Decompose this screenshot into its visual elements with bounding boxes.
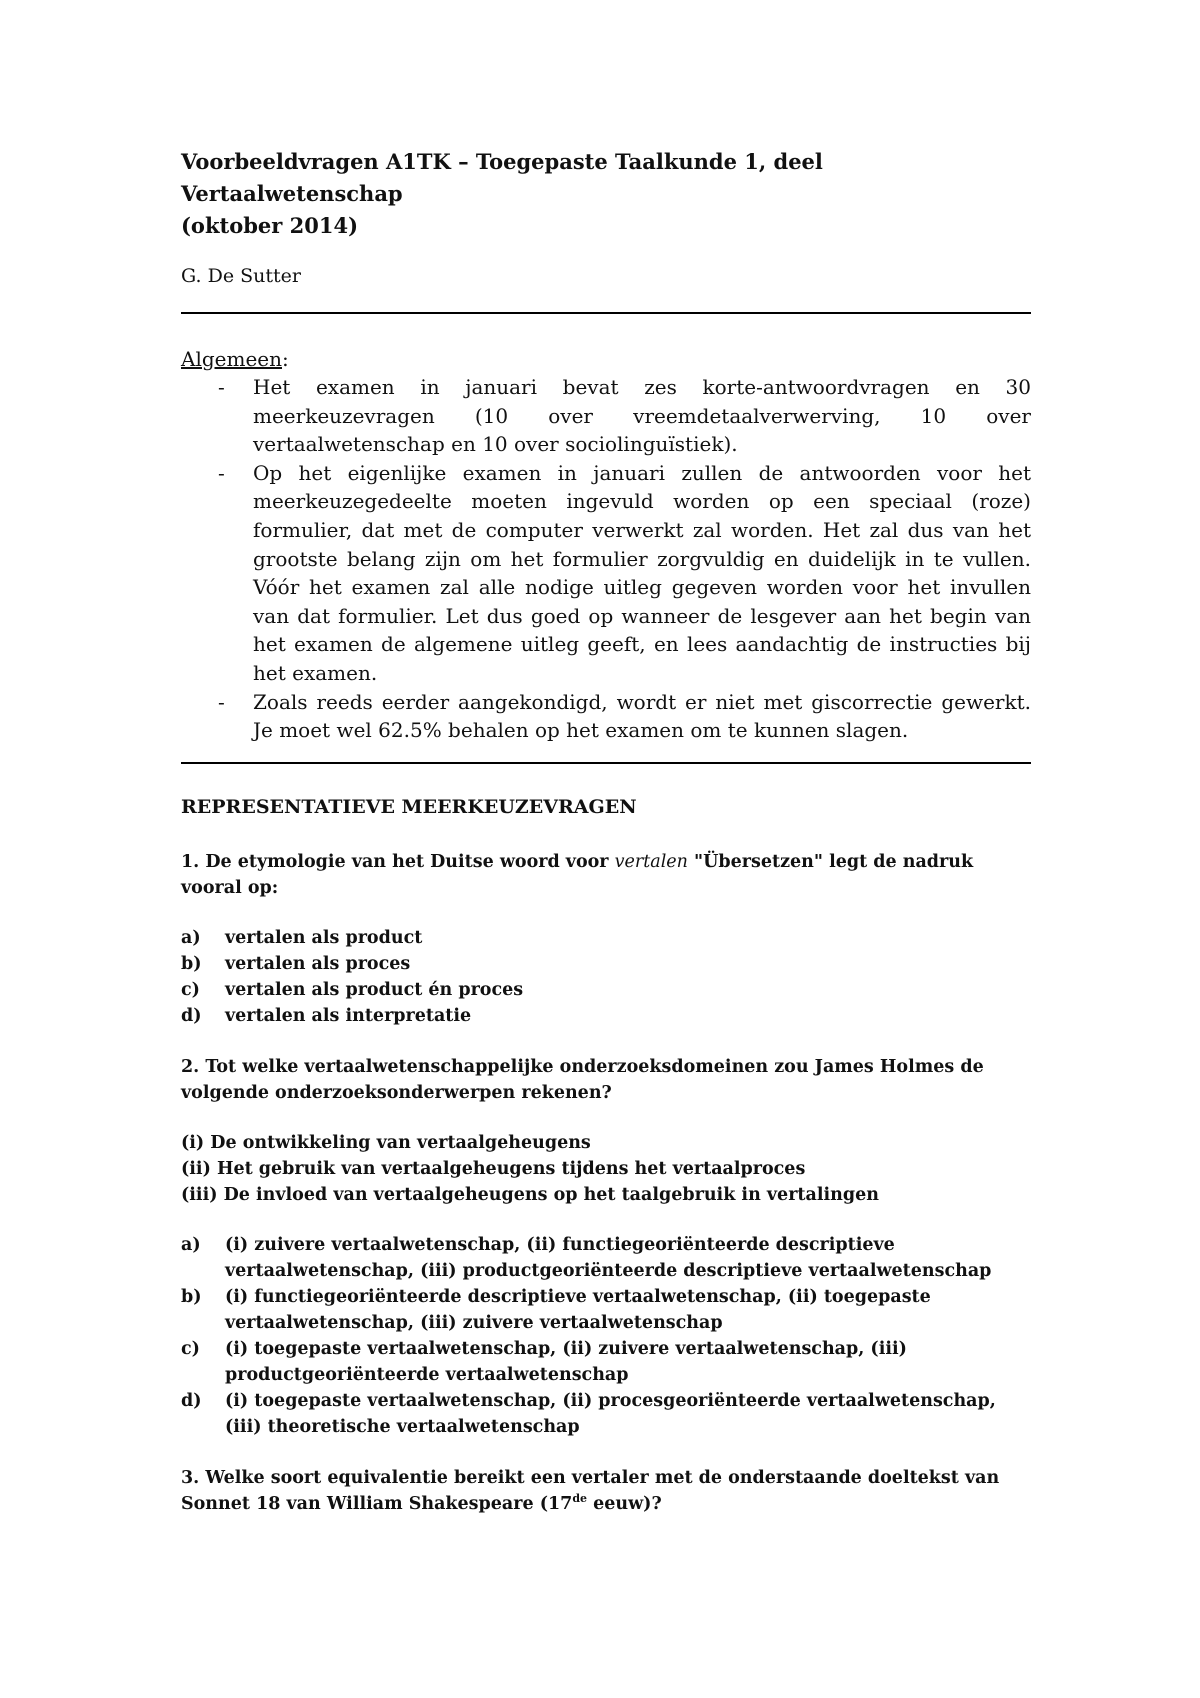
option-label: a)	[181, 927, 201, 948]
question-3-superscript: de	[572, 1491, 588, 1505]
option-label: d)	[181, 1005, 202, 1026]
question-1	[181, 849, 1031, 901]
option-item	[181, 977, 1031, 1003]
general-heading	[181, 345, 1031, 373]
title-line-1: Voorbeeldvragen A1TK – Toegepaste Taalkunde 1, deel Vertaalwetenschap	[181, 149, 823, 206]
general-heading-text: Algemeen	[181, 347, 282, 371]
option-label: c)	[181, 979, 200, 1000]
question-3	[181, 1465, 1031, 1517]
divider-bottom	[181, 762, 1031, 764]
option-text: (i) toegepaste vertaalwetenschap, (ii) procesgeoriënteerde vertaalwetenschap, (iii) theoretische vertaalwetenschap	[225, 1390, 996, 1437]
option-text: (i) zuivere vertaalwetenschap, (ii) functiegeoriënteerde descriptieve vertaalwetenschap, (iii) productgeoriënteerde descriptieve vertaalwetenschap	[225, 1234, 992, 1281]
question-1-options	[181, 925, 1031, 1029]
document-title	[181, 146, 1031, 242]
option-label: a)	[181, 1234, 201, 1255]
general-heading-colon: :	[282, 347, 289, 371]
option-label: b)	[181, 1286, 202, 1307]
question-2-options	[181, 1232, 1031, 1440]
option-label: c)	[181, 1338, 200, 1359]
question-2: 2. Tot welke vertaalwetenschappelijke onderzoeksdomeinen zou James Holmes de volgende onderzoeksonderwerpen rekenen?	[181, 1056, 984, 1103]
bullet-item	[181, 459, 1031, 688]
bullet-text: Het examen in januari bevat zes korte-antwoordvragen en 30 meerkeuzevragen (10 over vreemdetaalverwerving, 10 over vertaalwetenschap en 10 over sociolinguïstiek).	[253, 375, 1031, 457]
question-1-italic: vertalen	[614, 851, 688, 872]
dash-icon: -	[218, 375, 225, 399]
research-item: (i) De ontwikkeling van vertaalgeheugens	[181, 1132, 591, 1153]
author: G. De Sutter	[181, 265, 301, 287]
general-bullet-list	[181, 373, 1031, 745]
option-item	[181, 1232, 1031, 1284]
section-heading: REPRESENTATIEVE MEERKEUZEVRAGEN	[181, 795, 637, 818]
question-1-suffix: "Übersetzen" legt de nadruk vooral op:	[181, 851, 974, 898]
option-item	[181, 1003, 1031, 1029]
divider-top	[181, 312, 1031, 314]
question-2-items	[181, 1130, 1031, 1208]
bullet-text: Zoals reeds eerder aangekondigd, wordt er niet met giscorrectie gewerkt. Je moet wel 62.5% behalen op het examen om te kunnen slagen.	[253, 689, 1031, 743]
option-item	[181, 1336, 1031, 1388]
option-label: d)	[181, 1390, 202, 1411]
option-text: vertalen als interpretatie	[225, 1005, 472, 1026]
bullet-item	[181, 373, 1031, 459]
bullet-text: Op het eigenlijke examen in januari zullen de antwoorden voor het meerkeuzegedeelte moeten ingevuld worden op een speciaal (roze) formulier, dat met de computer verwerkt zal worden. Het zal dus van het grootste belang zijn om het formulier zorgvuldig en duidelijk in te vullen. Vóór het examen zal alle nodige uitleg gegeven worden voor het invullen van dat formulier. Let dus goed op wanneer de lesgever aan het begin van het examen de algemene uitleg geeft, en lees aandachtig de instructies bij het examen.	[253, 460, 1031, 685]
question-3-suffix: eeuw)?	[587, 1493, 662, 1514]
option-item	[181, 1284, 1031, 1336]
option-text: vertalen als product	[225, 927, 423, 948]
question-1-prefix: 1. De etymologie van het Duitse woord voor	[181, 851, 615, 872]
title-line-2: (oktober 2014)	[181, 213, 359, 238]
option-text: vertalen als product én proces	[225, 979, 524, 1000]
option-text: (i) functiegeoriënteerde descriptieve vertaalwetenschap, (ii) toegepaste vertaalwetenschap, (iii) zuivere vertaalwetenschap	[225, 1286, 931, 1333]
option-label: b)	[181, 953, 202, 974]
dash-icon: -	[218, 460, 225, 485]
option-item	[181, 1388, 1031, 1440]
bullet-item	[181, 688, 1031, 745]
research-item: (ii) Het gebruik van vertaalgeheugens tijdens het vertaalproces	[181, 1158, 806, 1179]
dash-icon: -	[218, 689, 225, 714]
option-text: vertalen als proces	[225, 953, 411, 974]
option-item	[181, 925, 1031, 951]
question-3-prefix: 3. Welke soort equivalentie bereikt een vertaler met de onderstaande doeltekst van Sonnet 18 van William Shakespeare (17	[181, 1467, 1000, 1514]
research-item: (iii) De invloed van vertaalgeheugens op het taalgebruik in vertalingen	[181, 1184, 879, 1205]
document-page	[181, 146, 1031, 1517]
option-text: (i) toegepaste vertaalwetenschap, (ii) zuivere vertaalwetenschap, (iii) productgeoriënteerde vertaalwetenschap	[225, 1338, 907, 1385]
option-item	[181, 951, 1031, 977]
